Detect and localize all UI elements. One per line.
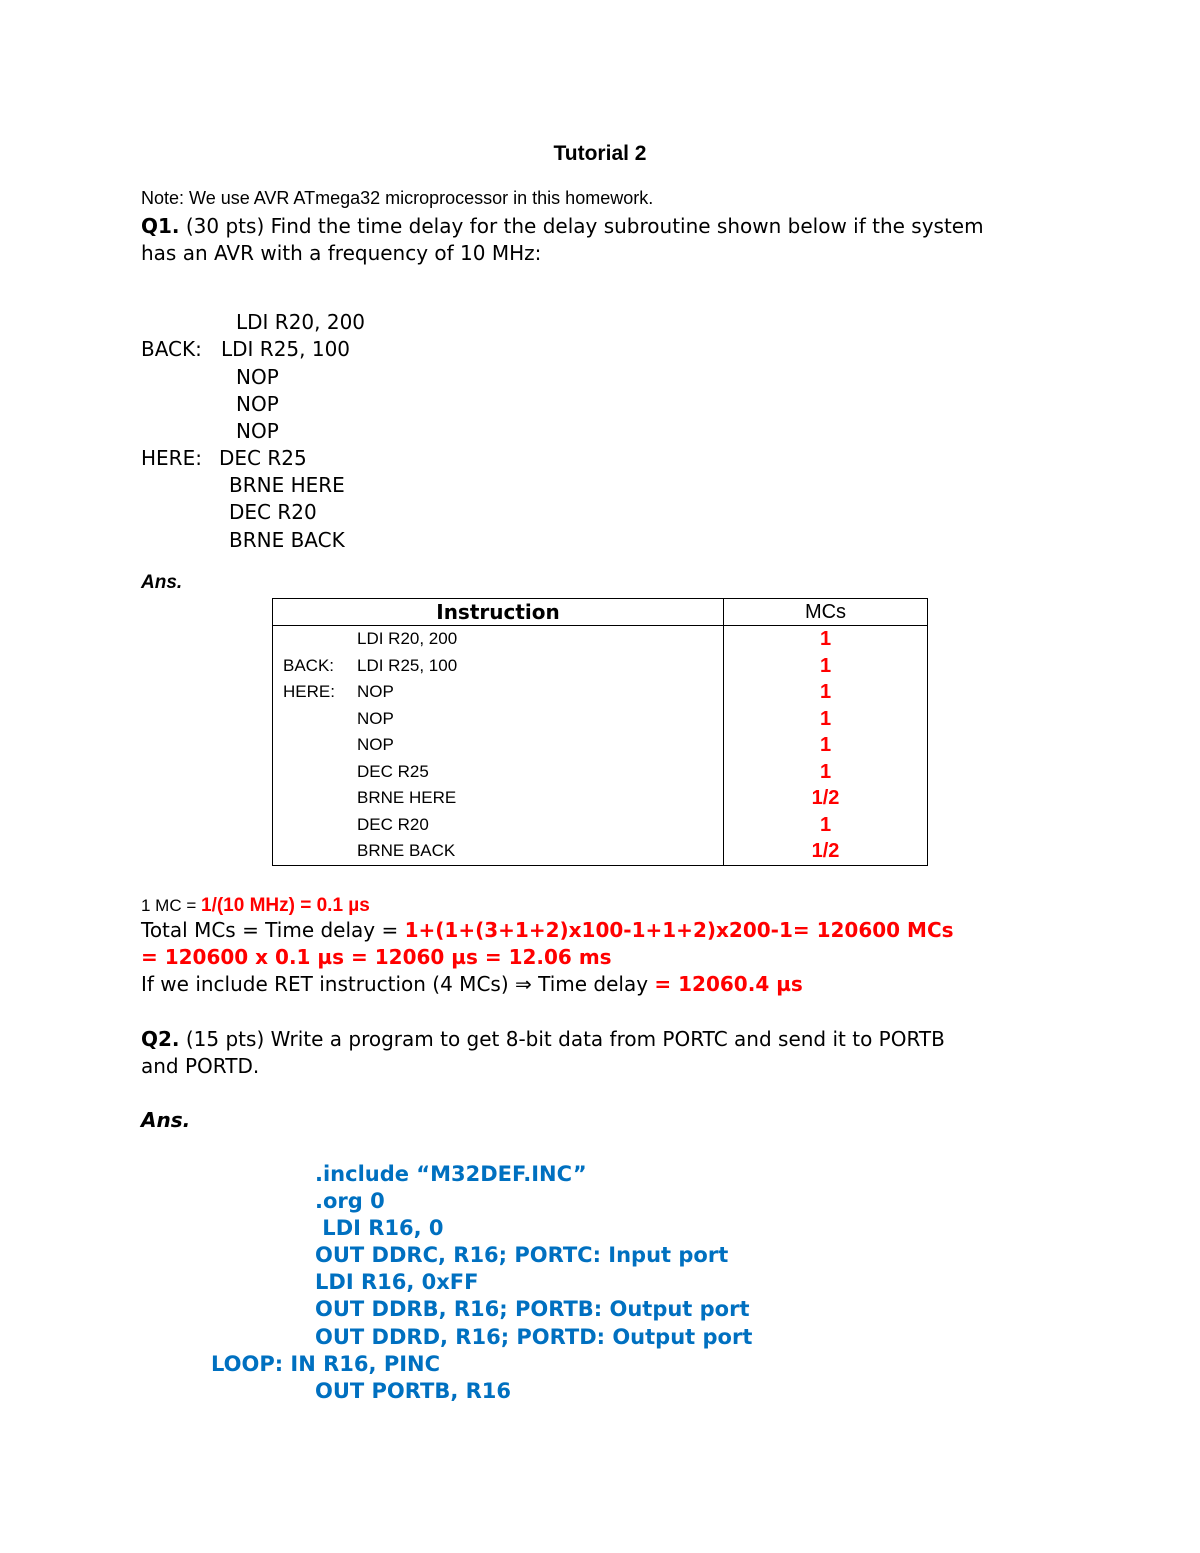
- row-instruction: LDI R25, 100: [357, 655, 458, 675]
- q2-code-line: OUT DDRB, R16; PORTB: Output port: [315, 1297, 750, 1321]
- row-label: HERE:: [283, 682, 335, 701]
- table-row: [273, 838, 928, 865]
- q1-label: Q1.: [141, 214, 180, 238]
- note: Note: We use AVR ATmega32 microprocessor in this homework.: [141, 188, 654, 208]
- q1-code-instr: LDI R20, 200: [236, 310, 366, 334]
- q1-code-instr: BRNE BACK: [229, 528, 345, 552]
- row-instruction: NOP: [357, 682, 394, 701]
- row-mcs: 1: [819, 654, 832, 677]
- q2-code-line: OUT PORTB, R16: [315, 1379, 512, 1403]
- table-row: [273, 626, 928, 653]
- q1-question-line1: [141, 214, 984, 238]
- q1-text-1: (30 pts) Find the time delay for the delay subroutine shown below if the system: [179, 214, 984, 238]
- q1-question-line2: has an AVR with a frequency of 10 MHz:: [141, 241, 542, 265]
- q2-question-line1: [141, 1027, 945, 1051]
- total-value: 1+(1+(3+1+2)x100-1+1+2)x200-1= 120600 MCs: [404, 918, 954, 942]
- column-header-mcs: MCs: [724, 599, 928, 626]
- table-row: [273, 679, 928, 706]
- ret-prefix: If we include RET instruction (4 MCs) ⇒ Time delay: [141, 972, 655, 996]
- table-row: [273, 706, 928, 733]
- row-mcs: 1/2: [811, 787, 840, 809]
- q1-code-instr: NOP: [236, 365, 279, 389]
- mc-prefix: 1 MC =: [141, 896, 201, 915]
- row-mcs: 1: [819, 707, 832, 730]
- row-instruction: DEC R25: [357, 761, 429, 781]
- row-mcs: 1: [819, 681, 832, 703]
- q2-text-1: (15 pts) Write a program to get 8-bit data from PORTC and send it to PORTB: [179, 1027, 945, 1051]
- ret-value: = 12060.4 µs: [654, 972, 803, 996]
- q1-answer-label: Ans.: [141, 572, 183, 593]
- q2-code-line: OUT DDRC, R16; PORTC: Input port: [315, 1243, 729, 1267]
- row-mcs: 1: [819, 813, 832, 836]
- q1-code-instr: DEC R25: [219, 446, 307, 470]
- page-title: Tutorial 2: [553, 142, 647, 165]
- q2-code-line: LDI R16, 0: [315, 1216, 444, 1240]
- row-label: BACK:: [283, 655, 335, 675]
- row-instruction: NOP: [357, 708, 394, 728]
- q1-code-instr: LDI R25, 100: [221, 337, 351, 361]
- table-row: [273, 759, 928, 786]
- row-mcs: 1: [819, 734, 832, 756]
- q1-code-instr: DEC R20: [229, 500, 317, 524]
- column-header-instruction: Instruction: [273, 599, 724, 626]
- row-instruction: DEC R20: [357, 814, 429, 834]
- q1-code-instr: NOP: [236, 392, 279, 416]
- table-row: [273, 732, 928, 759]
- q2-answer-label: Ans.: [141, 1108, 191, 1132]
- table-row: [273, 653, 928, 680]
- q1-code-instr: NOP: [236, 419, 279, 443]
- q1-code-instr: BRNE HERE: [229, 473, 345, 497]
- q1-code-label: HERE:: [141, 446, 202, 470]
- table-row: [273, 812, 928, 839]
- row-instruction: NOP: [357, 735, 394, 754]
- row-mcs: 1/2: [811, 840, 840, 862]
- q2-label: Q2.: [141, 1027, 180, 1051]
- machine-cycles-table: [272, 598, 928, 866]
- total-delay-line: = 120600 x 0.1 µs = 12060 µs = 12.06 ms: [141, 945, 612, 969]
- q2-code-line: .org 0: [315, 1189, 385, 1213]
- row-instruction: BRNE BACK: [357, 841, 456, 860]
- machine-cycle-line: [141, 895, 370, 917]
- row-instruction: LDI R20, 200: [357, 629, 458, 648]
- row-mcs: 1: [819, 628, 832, 650]
- table-header-row: [273, 599, 928, 626]
- table-row: [273, 785, 928, 812]
- total-mcs-line: [141, 918, 954, 942]
- ret-line: [141, 972, 803, 996]
- q2-code-line: LOOP: IN R16, PINC: [211, 1352, 441, 1376]
- mc-value: 1/(10 MHz) = 0.1 µs: [201, 895, 370, 916]
- row-instruction: BRNE HERE: [357, 788, 457, 807]
- q2-code-line: LDI R16, 0xFF: [315, 1270, 479, 1294]
- q2-question-line2: and PORTD.: [141, 1054, 260, 1078]
- total-prefix: Total MCs = Time delay =: [141, 918, 405, 942]
- q2-code-line: .include “M32DEF.INC”: [315, 1162, 587, 1186]
- q1-code-label: BACK:: [141, 337, 202, 361]
- q2-code-line: OUT DDRD, R16; PORTD: Output port: [315, 1325, 753, 1349]
- row-mcs: 1: [819, 760, 832, 783]
